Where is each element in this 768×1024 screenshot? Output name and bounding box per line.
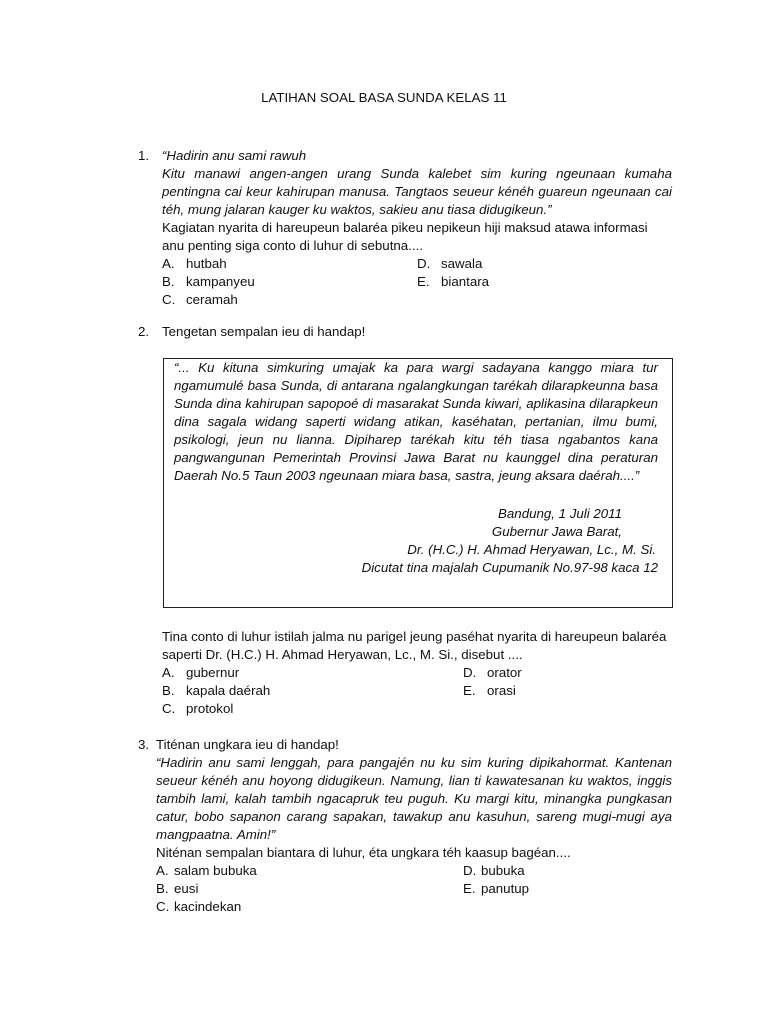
signature-date: Bandung, 1 Juli 2011 [498,506,622,521]
option-b[interactable]: B. kampanyeu [162,274,255,289]
question-text: Tina conto di luhur istilah jalma nu parigel jeung paséhat nyarita di hareupeun balaréa saperti Dr. (H.C.) H. Ahmad Heryawan, Lc., M. Si., disebut .... [162,629,667,662]
quote-text: Kitu manawi angen-angen urang Sunda kalebet sim kuring ngeunaan kumaha pentingna cai keur kahirupan manusa. Tangtaos seueur kénéh guareun ngeunaan cai téh, mung jalaran kauger ku waktos, sakieu anu tiasa didugikeun.” [162,166,672,217]
option-c[interactable]: C. ceramah [162,292,238,307]
quote-text: “... Ku kituna simkuring umajak ka para wargi sadayana kanggo miara tur ngamumulé basa Sunda, di antarana ngalangkungan tarékah dilarapkeunna basa Sunda dina kahirupan sapopoé di masarakat Sunda kiwari, aplikasina dilarapkeun dina sagala widang saperti widang atikan, kaséhatan, pertanian, ilmu bumi, psikologi, jeun nu lianna. Dipiharep tarékah kitu téh tiasa ngabantos kana pangwangunan Pemerintah Provinsi Jawa Barat nu kaunggel dina peraturan Daerah No.5 Taun 2003 ngeunaan miara basa, sastra, jeung aksara daérah....” [174,360,658,483]
option-d[interactable]: D. orator [463,665,522,680]
signature-title: Gubernur Jawa Barat, [491,524,622,539]
page-title: LATIHAN SOAL BASA SUNDA KELAS 11 [261,90,507,105]
option-a[interactable]: A. gubernur [162,665,240,680]
question-3 [138,736,678,916]
quote-line: “Hadirin anu sami rawuh [162,148,307,163]
option-a[interactable]: A. salam bubuka [156,863,257,878]
signature-source: Dicutat tina majalah Cupumanik No.97-98 kaca 12 [361,560,658,575]
question-2 [138,323,678,341]
option-c[interactable]: C. kacindekan [156,899,242,914]
instruction-text: Titénan ungkara ieu di handap! [156,737,339,752]
question-number: 1. [138,148,150,163]
option-c[interactable]: C. protokol [162,701,234,716]
question-text: Kagiatan nyarita di hareupeun balaréa pikeu nepikeun hiji maksud atawa informasi anu penting siga conto di luhur di sebutna.... [162,220,648,253]
quote-box [163,358,673,608]
signature-block [174,505,658,577]
question-text: Niténan sempalan biantara di luhur, éta ungkara téh kaasup bagéan.... [156,845,571,860]
question-number: 2. [138,324,150,339]
option-b[interactable]: B. eusi [156,881,199,896]
option-a[interactable]: A. hutbah [162,256,227,271]
question-number: 3. [138,737,150,752]
option-d[interactable]: D. sawala [417,256,483,271]
option-e[interactable]: E. panutup [463,881,530,896]
signature-name: Dr. (H.C.) H. Ahmad Heryawan, Lc., M. Si. [407,542,656,557]
question-2-body [138,628,678,718]
question-1 [138,147,678,309]
quote-text: “Hadirin anu sami lenggah, para pangajén nu ku sim kuring dipikahormat. Kantenan seueur kénéh anu hoyong didugikeun. Namung, lian ti kawatesanan ku waktos, inggis tambih lami, kalah tambih ngacapruk teu puguh. Ku margi kitu, minangka pungkasan catur, bobo sapanon carang sapakan, tawakup anu kasuhun, sareng mugi-mugi aya mangpaatna. Amin!” [156,755,672,842]
option-e[interactable]: E. biantara [417,274,490,289]
option-d[interactable]: D. bubuka [463,863,525,878]
option-e[interactable]: E. orasi [463,683,516,698]
instruction-text: Tengetan sempalan ieu di handap! [162,324,366,339]
option-b[interactable]: B. kapala daérah [162,683,271,698]
